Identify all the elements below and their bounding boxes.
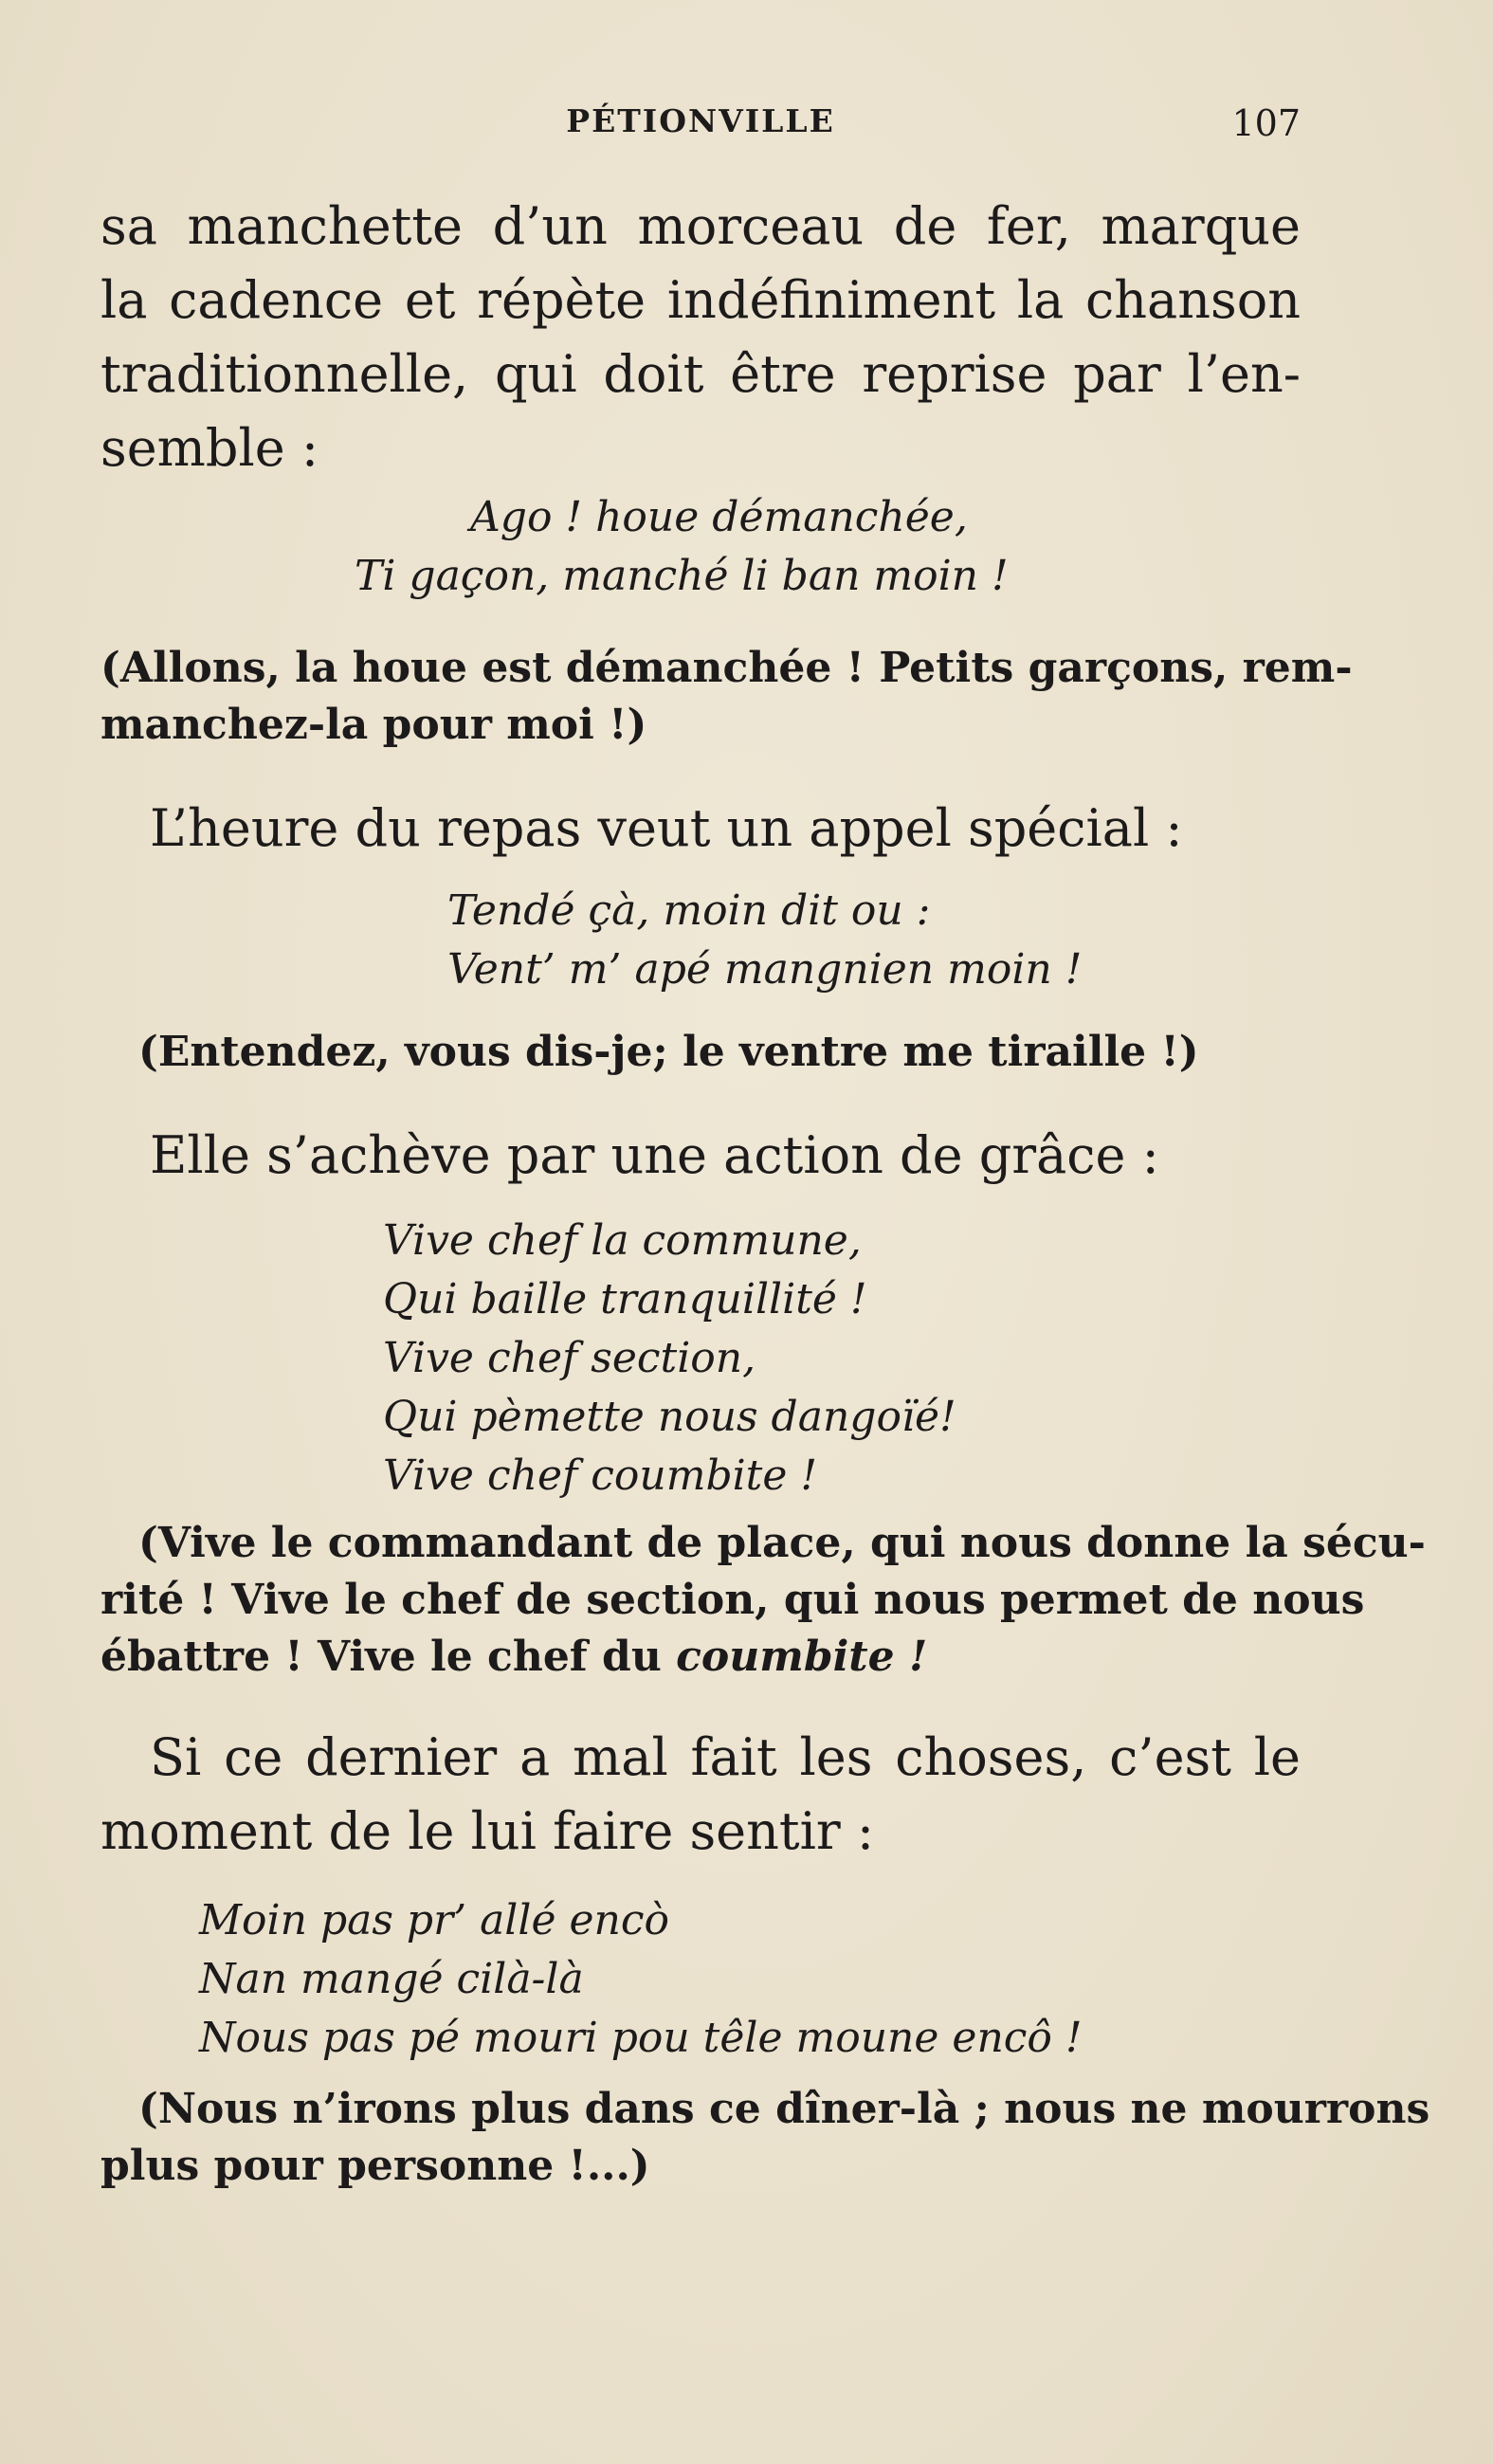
text-line: manchez-la pour moi !) [100, 701, 647, 749]
translation-1 [100, 640, 1353, 754]
verse-line: Ti gaçon, manché li ban moin ! [355, 552, 1009, 600]
text-line: L’heure du repas veut un appel spécial : [150, 798, 1183, 858]
running-head: PÉTIONVILLE [566, 102, 835, 139]
page-header [100, 102, 1301, 150]
verse-line: Nan mangé cilà-là [199, 1955, 584, 2003]
verse-line: Qui pèmette nous dangoïé! [383, 1393, 956, 1441]
italic-term: coumbite ! [676, 1633, 928, 1681]
paragraph-2 [100, 792, 1301, 866]
text-line: rité ! Vive le chef de section, qui nous permet de nous [100, 1576, 1365, 1624]
verse-line: Qui baille tranquillité ! [383, 1275, 867, 1323]
verse-line: Vive chef la commune, [383, 1216, 862, 1265]
verse-1 [100, 488, 1301, 606]
text-line: (Entendez, vous dis-je; le ventre me tiraille !) [138, 1028, 1199, 1076]
translation-4 [100, 2081, 1430, 2195]
text-line: plus pour personne !...) [100, 2142, 650, 2190]
verse-line: Nous pas pé mouri pou têle moune encô ! [199, 2014, 1083, 2062]
text-line: semble : [100, 418, 319, 478]
text-line: Elle s’achève par une action de grâce : [150, 1125, 1159, 1185]
verse-line: Tendé çà, moin dit ou : [447, 886, 931, 935]
paragraph-4 [100, 1721, 1301, 1869]
verse-3 [100, 1212, 1301, 1506]
text-line: (Allons, la houe est démanchée ! Petits garçons, rem- [100, 644, 1353, 692]
verse-line: Vive chef coumbite ! [383, 1451, 818, 1500]
text-line [100, 1629, 1301, 1686]
paragraph-3 [100, 1119, 1301, 1193]
text-line: traditionnelle, qui doit être reprise par l’en- [100, 344, 1301, 404]
text-line: moment de le lui faire sentir : [100, 1801, 875, 1861]
text-line: sa manchette d’un morceau de fer, marque [100, 196, 1301, 256]
text-line: (Vive le commandant de place, qui nous donne la sécu- [138, 1519, 1426, 1567]
text-line: Si ce dernier a mal fait les choses, c’est le [150, 1727, 1301, 1787]
translation-2 [100, 1024, 1301, 1081]
verse-2 [100, 882, 1301, 999]
verse-line: Vive chef section, [383, 1334, 756, 1382]
page-number: 107 [1231, 102, 1301, 144]
text-line: la cadence et répète indéfiniment la chanson [100, 270, 1301, 330]
verse-line: Ago ! houe démanchée, [470, 493, 968, 541]
text-span: ébattre ! Vive le chef du [100, 1633, 677, 1681]
translation-3 [100, 1515, 1426, 1686]
text-line: (Nous n’irons plus dans ce dîner-là ; nous ne mourrons [138, 2085, 1430, 2133]
verse-line: Vent’ m’ apé mangnien moin ! [447, 945, 1083, 994]
paragraph-1 [100, 190, 1301, 485]
verse-4 [100, 1891, 1301, 2068]
verse-line: Moin pas pr’ allé encò [199, 1896, 669, 1944]
